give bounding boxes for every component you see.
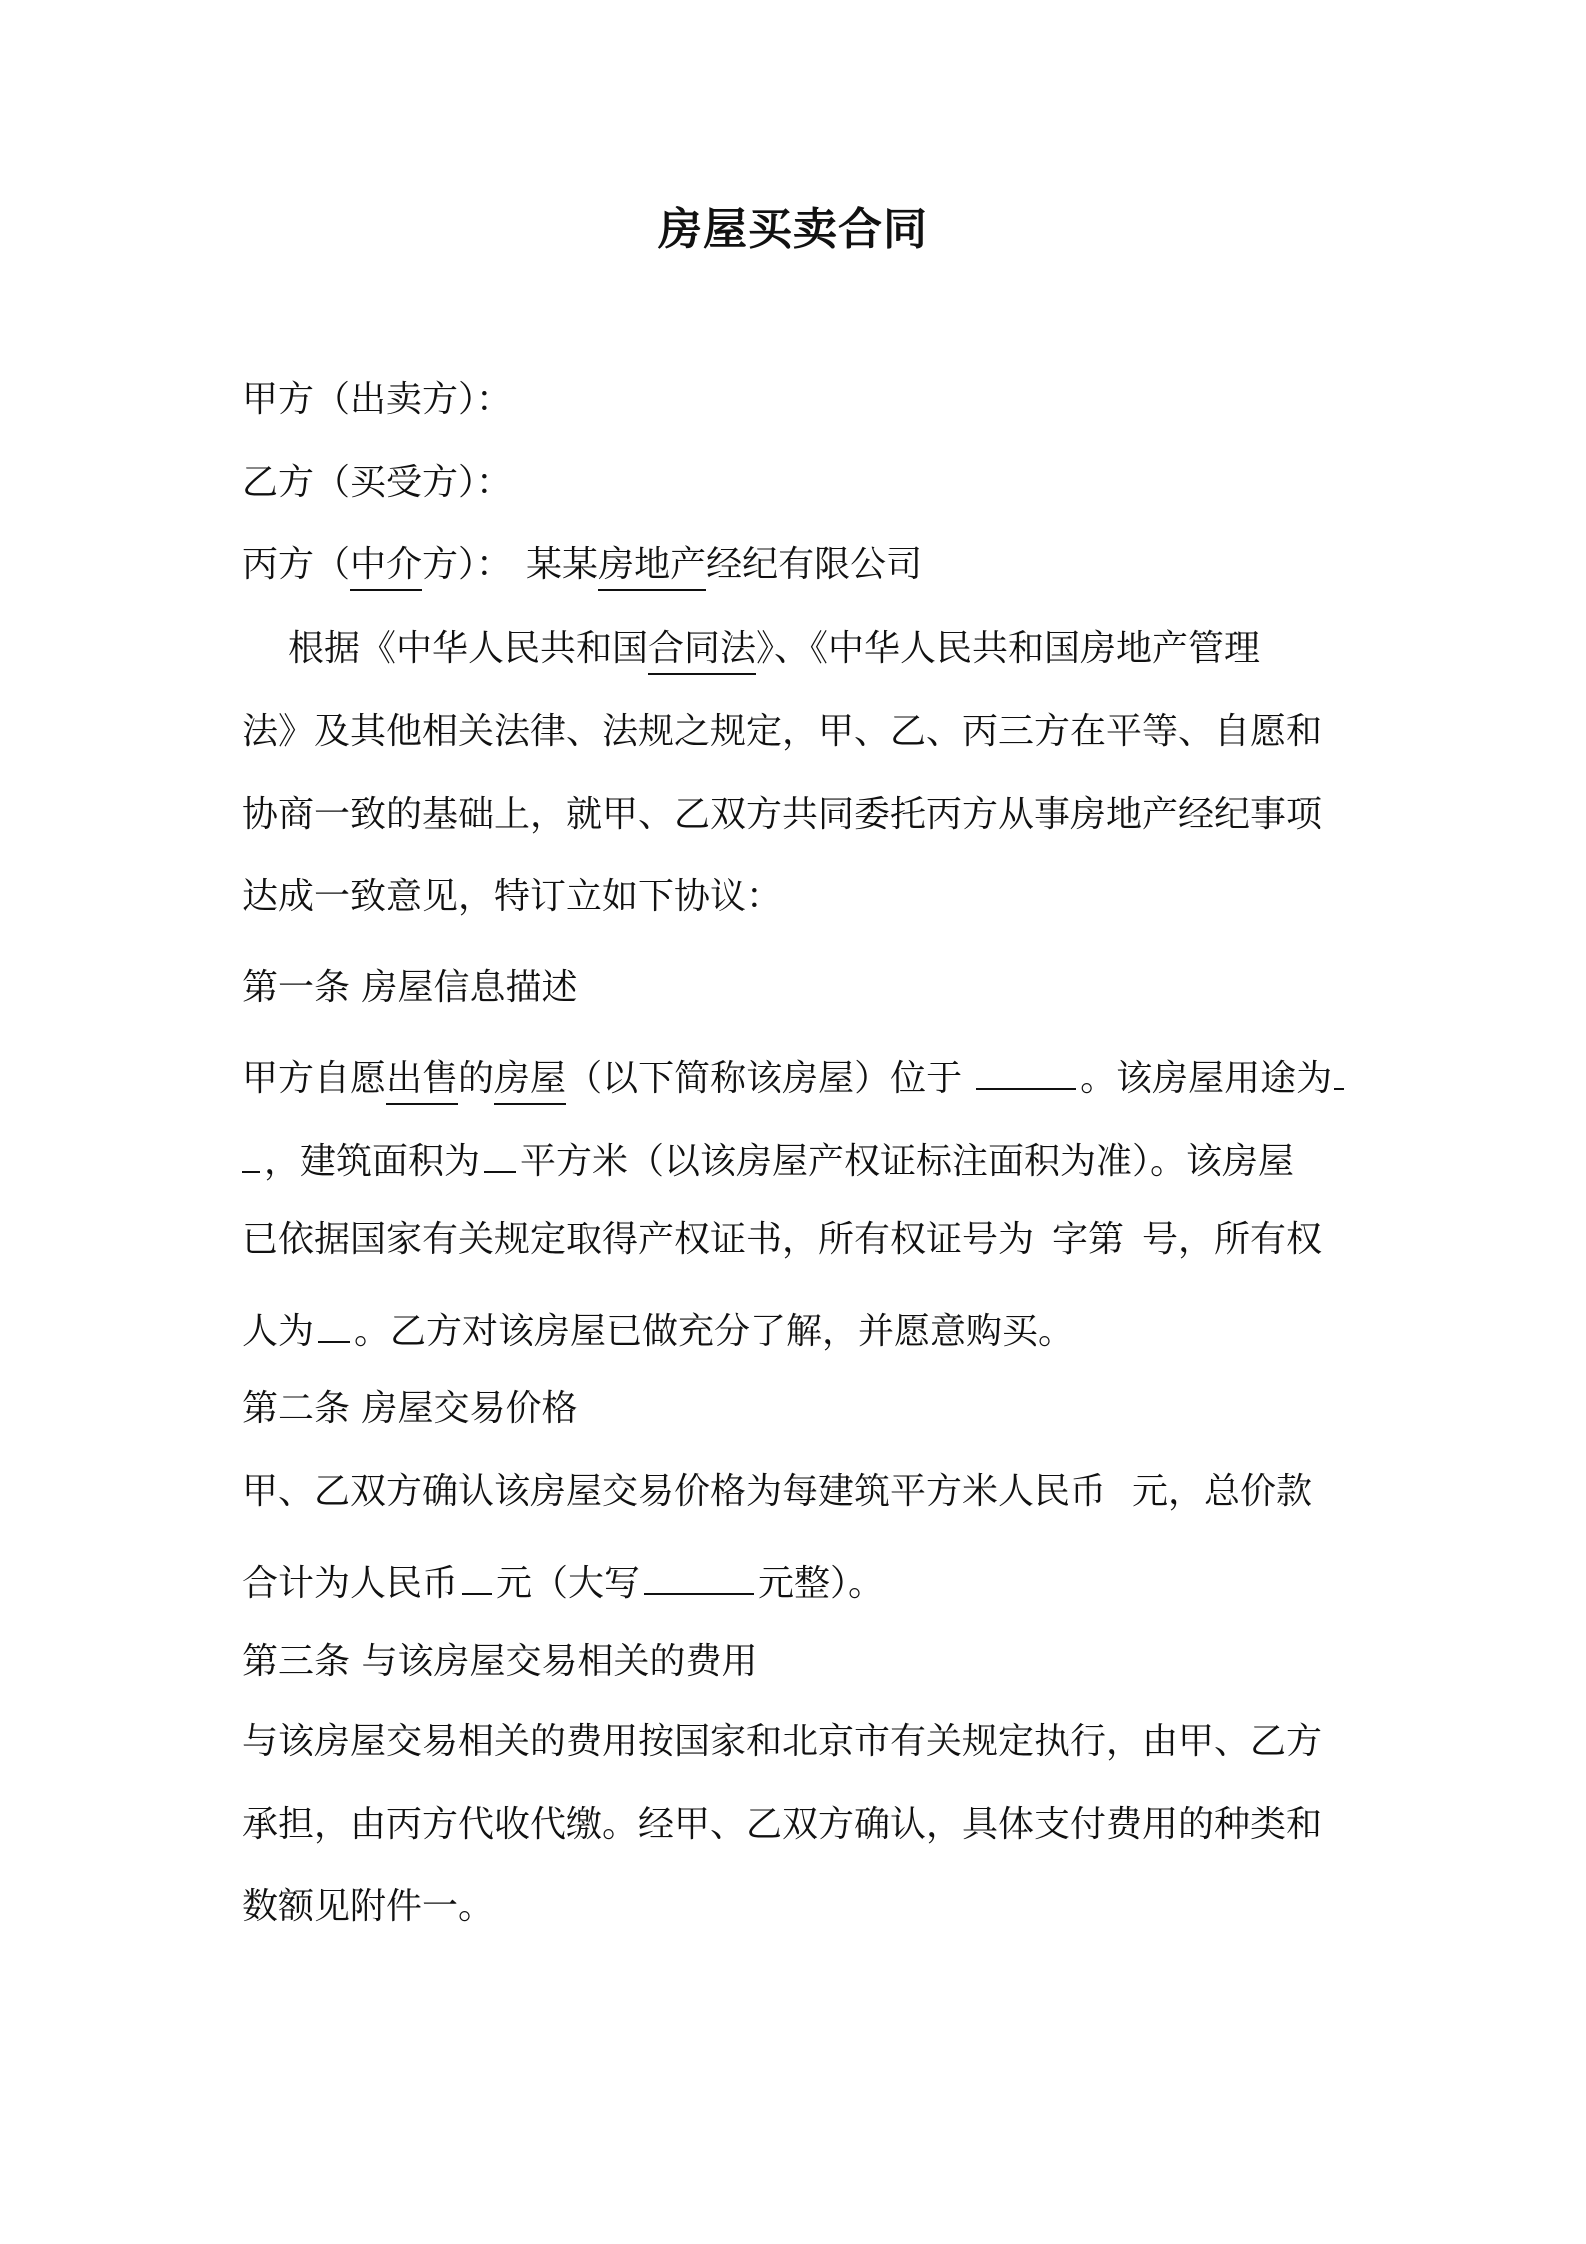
- article3-line-1: 与该房屋交易相关的费用按国家和北京市有关规定执行，由甲、乙方: [242, 1721, 1323, 1762]
- a1-l3-c: 号，所有权: [1142, 1219, 1323, 1260]
- article1-line-4: [242, 1303, 1362, 1357]
- article3-line-3: 数额见附件一。: [242, 1886, 495, 1927]
- uppercase-amount-blank: [644, 1555, 754, 1595]
- intro-line-2: 法》及其他相关法律、法规之规定，甲、乙、丙三方在平等、自愿和: [242, 711, 1323, 752]
- owner-blank: [318, 1303, 350, 1343]
- intro-line-3: 协商一致的基础上，就甲、乙双方共同委托丙方从事房地产经纪事项: [242, 794, 1323, 835]
- buyer-line: [242, 458, 1362, 508]
- a2-l1-a: 甲、乙双方确认该房屋交易价格为每建筑平方米人民币: [242, 1471, 1107, 1512]
- a1-l3-b: 字第: [1052, 1219, 1125, 1260]
- article1-line-2: [242, 1133, 1362, 1187]
- intro-l1-c: 》、《中华人民共和国房地产管理: [756, 628, 1261, 669]
- a1-l2-a: ，建筑面积为: [264, 1141, 481, 1182]
- document-title: 房屋买卖合同: [658, 204, 928, 255]
- agent-prefix: 丙方（: [242, 544, 351, 585]
- a2-l2-c: 元整）。: [758, 1563, 885, 1604]
- intro-line-4: 达成一致意见，特订立如下协议：: [242, 876, 783, 917]
- a2-l2-a: 合计为人民币: [242, 1563, 459, 1604]
- agent-name-2: 房地产: [598, 544, 706, 591]
- a1-l1-c: 的: [458, 1058, 495, 1099]
- usage-blank-continued: [242, 1133, 260, 1173]
- a1-l2-b: 平方米（以该房屋产权证标注面积为准）。该房屋: [520, 1141, 1295, 1182]
- buyer-label: 乙方（买受方）：: [242, 462, 513, 503]
- total-price-blank: [462, 1555, 492, 1595]
- a1-l3-a: 已依据国家有关规定取得产权证书，所有权证号为: [242, 1219, 1035, 1260]
- a1-l1-b: 出售: [386, 1058, 458, 1105]
- location-blank: [976, 1050, 1076, 1090]
- seller-label: 甲方（出卖方）：: [242, 379, 513, 420]
- intro-line-1: [288, 624, 1408, 674]
- agent-suffix: 方）：: [422, 544, 513, 585]
- agent-name-1: 某某: [526, 544, 599, 585]
- article2-line-1: [242, 1467, 1362, 1517]
- a1-l1-f: 。该房屋用途为: [1080, 1058, 1333, 1099]
- a2-l1-b: 元，总价款: [1132, 1471, 1313, 1512]
- seller-line: [242, 375, 1362, 425]
- a1-l1-d: 房屋: [494, 1058, 566, 1105]
- a1-l1-e: （以下简称该房屋）位于: [566, 1058, 963, 1099]
- area-blank: [484, 1133, 516, 1173]
- article1-line-1: [242, 1050, 1362, 1104]
- article1-line-3: [242, 1215, 1362, 1265]
- a1-l1-a: 甲方自愿: [242, 1058, 387, 1099]
- article1-heading: 第一条 房屋信息描述: [242, 967, 578, 1008]
- article3-heading: 第三条 与该房屋交易相关的费用: [242, 1641, 758, 1682]
- a1-l4-a: 人为: [242, 1311, 315, 1352]
- agent-line: [242, 540, 1362, 590]
- article2-line-2: [242, 1555, 1362, 1609]
- a1-l4-b: 。乙方对该房屋已做充分了解，并愿意购买。: [354, 1311, 1075, 1352]
- agent-name-3: 经纪有限公司: [706, 544, 923, 585]
- a2-l2-b: 元（大写: [496, 1563, 641, 1604]
- agent-underlined: 中介: [350, 544, 422, 591]
- article2-heading: 第二条 房屋交易价格: [242, 1388, 578, 1429]
- intro-l1-b: 合同法: [648, 628, 756, 675]
- article3-line-2: 承担，由丙方代收代缴。经甲、乙双方确认，具体支付费用的种类和: [242, 1804, 1323, 1845]
- intro-l1-a: 根据《中华人民共和国: [288, 628, 649, 669]
- usage-blank: [1334, 1050, 1344, 1090]
